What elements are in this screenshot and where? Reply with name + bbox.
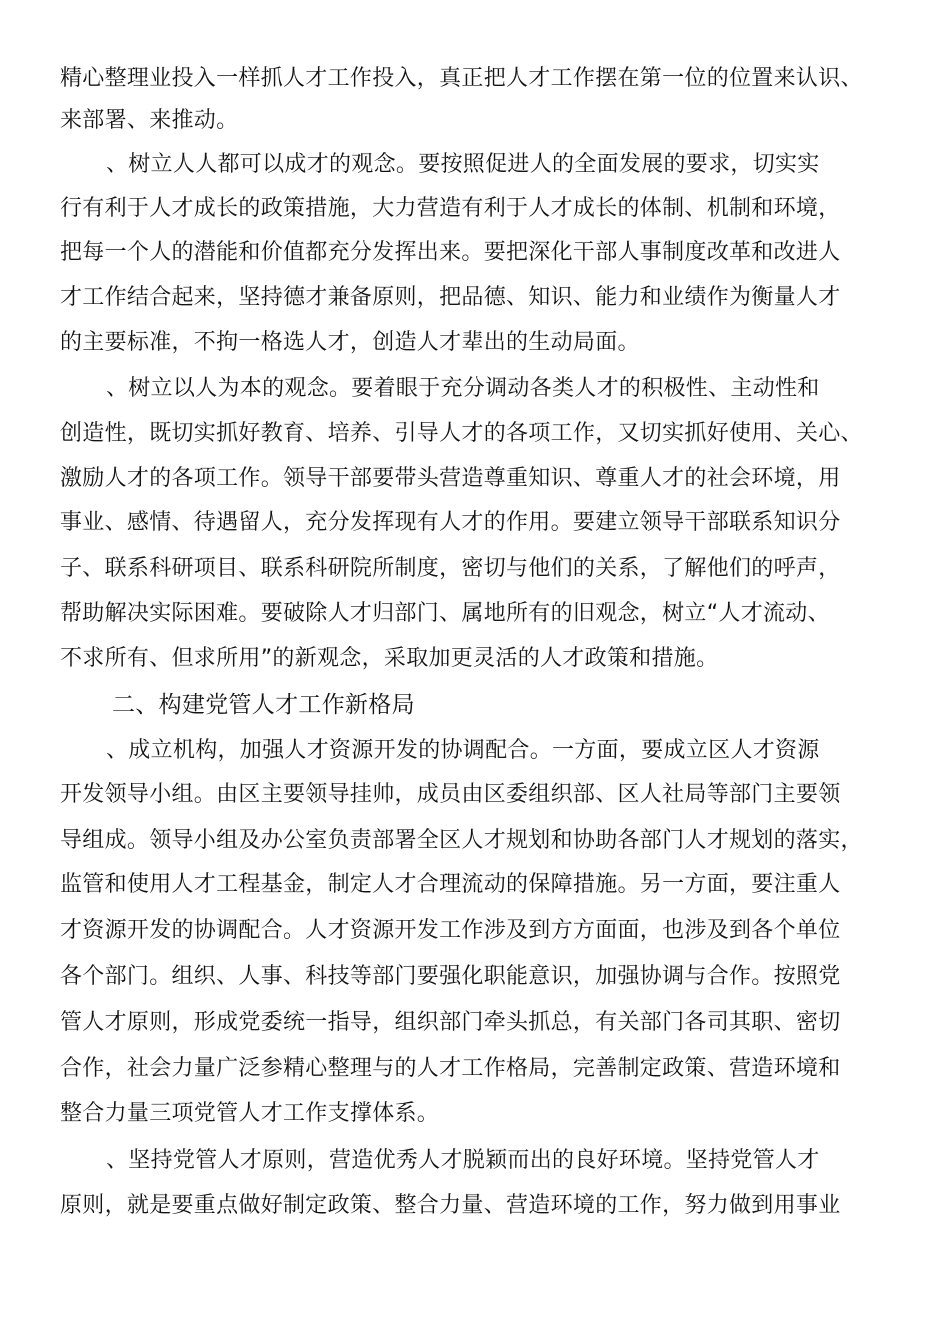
text-line: 来部署、来推动。 [60, 108, 239, 133]
text-line: 各个部门。组织、人事、科技等部门要强化职能意识，加强协调与合作。按照党 [60, 964, 841, 989]
text-line: 管人才原则，形成党委统一指导，组织部门牵头抓总，有关部门各司其职、密切 [60, 1010, 841, 1035]
text-line: 创造性，既切实抓好教育、培养、引导人才的各项工作，又切实抓好使用、关心、 [60, 421, 863, 446]
paragraph-start-line: 、坚持党管人才原则，营造优秀人才脱颖而出的良好环境。坚持党管人才 [106, 1148, 820, 1173]
text-line: 的主要标准，不拘一格选人才，创造人才辈出的生动局面。 [60, 330, 640, 355]
text-line: 整合力量三项党管人才工作支撑体系。 [60, 1101, 440, 1126]
paragraph-start-line: 、树立以人为本的观念。要着眼于充分调动各类人才的积极性、主动性和 [106, 376, 820, 401]
text-line: 监管和使用人才工程基金，制定人才合理流动的保障措施。另一方面，要注重人 [60, 872, 841, 897]
text-line: 导组成。领导小组及办公室负责部署全区人才规划和协助各部门人才规划的落实， [60, 828, 863, 853]
text-line: 原则，就是要重点做好制定政策、整合力量、营造环境的工作，努力做到用事业 [60, 1193, 841, 1218]
text-line: 激励人才的各项工作。领导干部要带头营造尊重知识、尊重人才的社会环境，用 [60, 466, 841, 491]
text-line: 才工作结合起来，坚持德才兼备原则，把品德、知识、能力和业绩作为衡量人才 [60, 285, 841, 310]
text-line: 才资源开发的协调配合。人才资源开发工作涉及到方方面面，也涉及到各个单位 [60, 918, 841, 943]
section-heading: 二、构建党管人才工作新格局 [112, 692, 415, 718]
text-line: 把每一个人的潜能和价值都充分发挥出来。要把深化干部人事制度改革和改进人 [60, 240, 841, 265]
text-line: 开发领导小组。由区主要领导挂帅，成员由区委组织部、区人社局等部门主要领 [60, 782, 841, 807]
text-line: 合作，社会力量广泛参精心整理与的人才工作格局，完善制定政策、营造环境和 [60, 1056, 841, 1081]
text-line: 事业、感情、待遇留人，充分发挥现有人才的作用。要建立领导干部联系知识分 [60, 510, 841, 535]
text-line: 不求所有、但求所用”的新观念，采取加更灵活的人才政策和措施。 [60, 646, 719, 671]
text-line: 子、联系科研项目、联系科研院所制度，密切与他们的关系，了解他们的呼声， [60, 556, 841, 581]
paragraph-start-line: 、成立机构，加强人才资源开发的协调配合。一方面，要成立区人才资源 [106, 738, 820, 763]
paragraph-start-line: 、树立人人都可以成才的观念。要按照促进人的全面发展的要求，切实实 [106, 152, 820, 177]
text-line: 精心整理业投入一样抓人才工作投入，真正把人才工作摆在第一位的位置来认识、 [60, 66, 863, 91]
text-line: 帮助解决实际困难。要破除人才归部门、属地所有的旧观念，树立“人才流动、 [60, 601, 830, 626]
text-line: 行有利于人才成长的政策措施，大力营造有利于人才成长的体制、机制和环境， [60, 196, 841, 221]
